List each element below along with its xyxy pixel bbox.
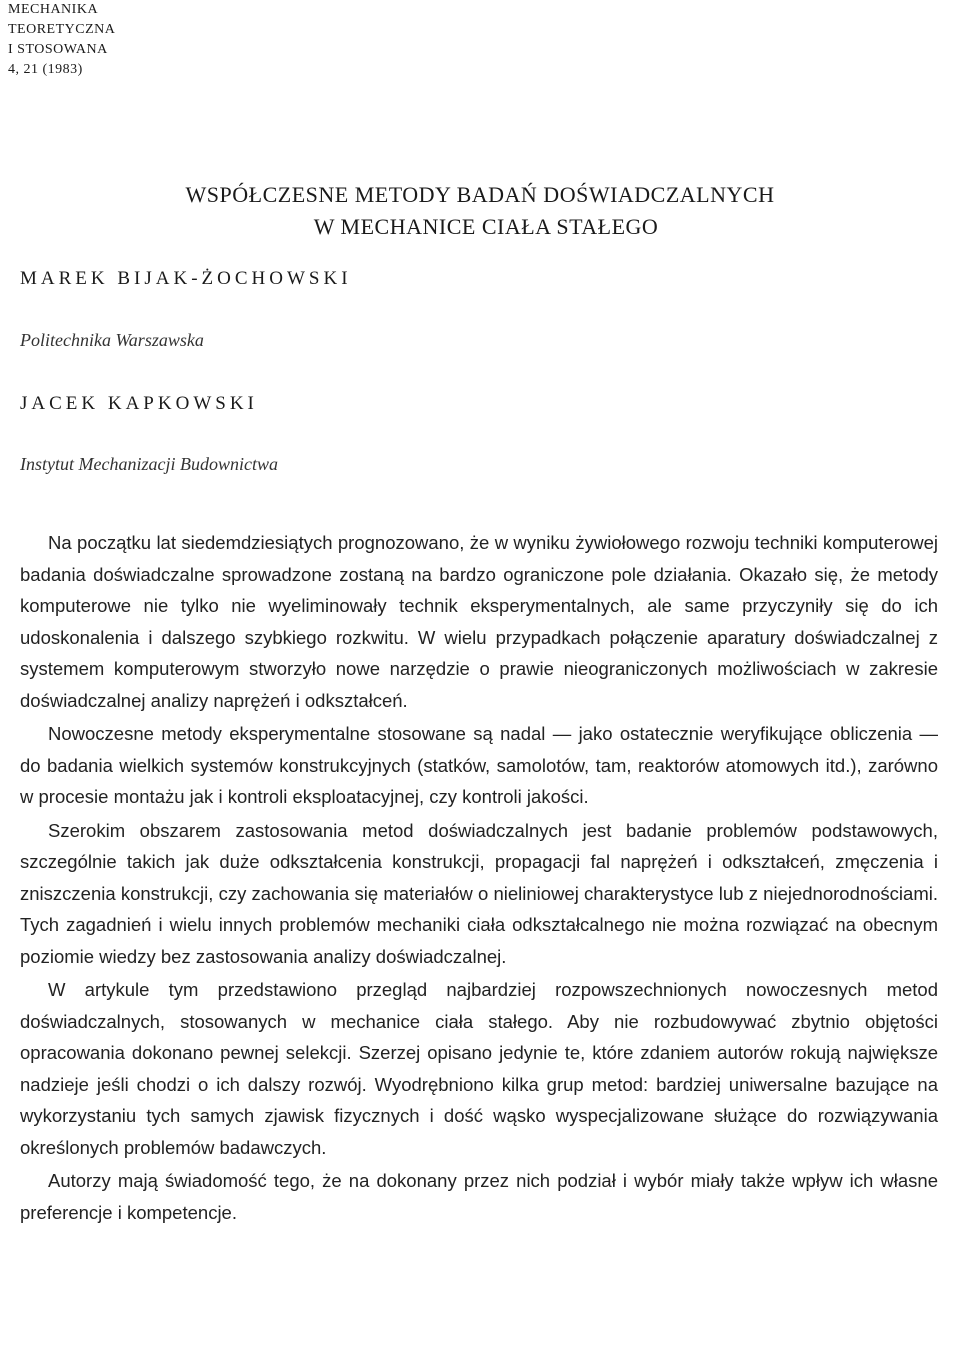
author-affiliation: Instytut Mechanizacji Budownictwa xyxy=(20,454,278,474)
journal-header xyxy=(8,0,115,80)
journal-issue: 4, 21 (1983) xyxy=(8,62,83,77)
journal-name-line: TEORETYCZNA xyxy=(8,22,116,37)
article-title-line-1: WSPÓŁCZESNE METODY BADAŃ DOŚWIADCZALNYCH xyxy=(185,182,775,207)
author-name: JACEK KAPKOWSKI xyxy=(20,393,258,414)
author-affiliation: Politechnika Warszawska xyxy=(20,330,204,350)
article-body xyxy=(20,527,938,1228)
journal-name-line: I STOSOWANA xyxy=(8,42,108,57)
body-paragraph: Szerokim obszarem zastosowania metod doświadczalnych jest badanie problemów podstawowych, szczególnie takich jak duże odkształcenia konstrukcji, propagacji fal naprężeń i odkształceń, zmęczenia i zniszczenia konstrukcji, czy zachowania się materiałów o nieliniowej charakterystyce lub z niejednorodnościami. Tych zagadnień i wielu innych problemów mechaniki ciała odkształcalnego nie można rozwiązać na obecnym poziomie wiedzy bez zastosowania analizy doświadczalnej. xyxy=(20,819,938,967)
journal-name-line: MECHANIKA xyxy=(8,2,99,17)
body-paragraph: Autorzy mają świadomość tego, że na dokonany przez nich podział i wybór miały także wpływ ich własne preferencje i kompetencje. xyxy=(20,1170,938,1223)
body-paragraph: Na początku lat siedemdziesiątych prognozowano, że w wyniku żywiołowego rozwoju techniki komputerowej badania doświadczalne sprowadzone zostaną na bardzo ograniczone pole działania. Okazało się, że metody komputerowe nie tylko nie wyeliminowały technik eksperymentalnych, ale same przyczyniły się do ich udoskonalenia i dalszego szybkiego rozkwitu. W wielu przypadkach połączenie aparatury doświadczalnej z systemem komputerowym stworzyło nowe narzędzie o prawie nieograniczonych możliwościach w zakresie doświadczalnej analizy naprężeń i odkształceń. xyxy=(20,532,938,711)
author-name: MAREK BIJAK-ŻOCHOWSKI xyxy=(20,268,352,289)
article-title-line-2: W MECHANICE CIAŁA STAŁEGO xyxy=(313,214,659,239)
body-paragraph: Nowoczesne metody eksperymentalne stosowane są nadal — jako ostatecznie weryfikujące obliczenia — do badania wielkich systemów konstrukcyjnych (statków, samolotów, tam, reaktorów atomowych itd.), zarówno w procesie montażu jak i kontroli eksploatacyjnej, czy kontroli jakości. xyxy=(20,723,938,807)
body-paragraph: W artykule tym przedstawiono przegląd najbardziej rozpowszechnionych nowoczesnych metod doświadczalnych, stosowanych w mechanice ciała stałego. Aby nie rozbudowywać zbytnio objętości opracowania dokonano pewnej selekcji. Szerzej opisano jedynie te, które zdaniem autorów rokują największe nadzieje jeśli chodzi o ich dalszy rozwój. Wyodrębniono kilka grup metod: bardziej uniwersalne bazujące na wykorzystaniu tych samych zjawisk fizycznych i dość wąsko wyspecjalizowane służące do rozwiązywania określonych problemów badawczych. xyxy=(20,979,938,1158)
